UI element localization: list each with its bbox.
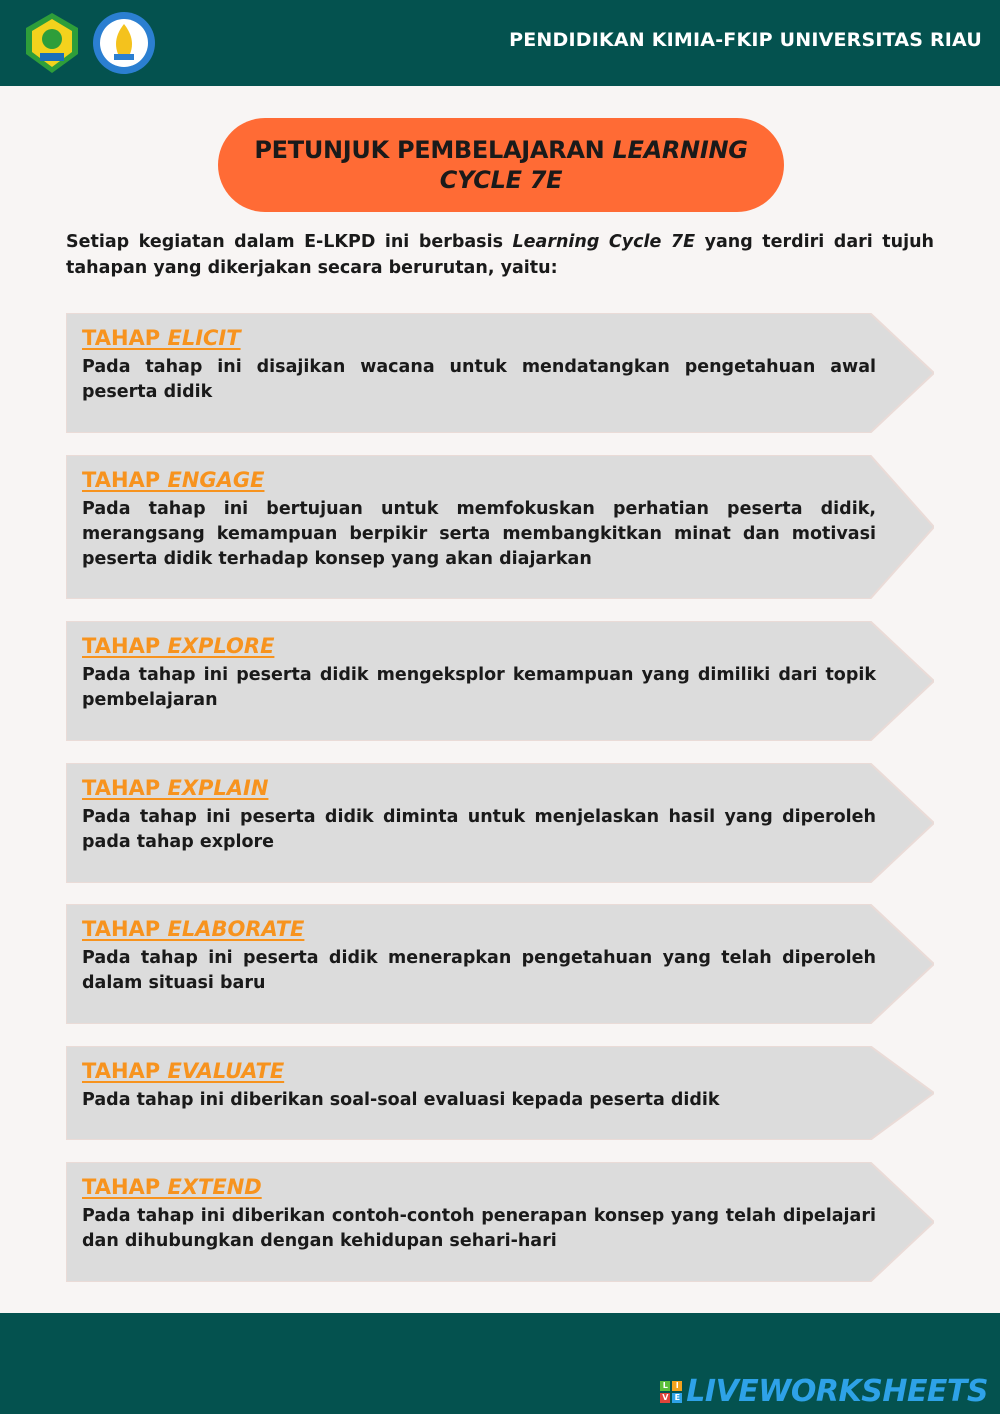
- liveworksheets-logo-icon: L I V E: [660, 1381, 682, 1403]
- stage-title: TAHAP ENGAGE: [82, 468, 265, 492]
- university-logo-icon: [20, 10, 84, 76]
- stage-engage: [66, 455, 934, 599]
- page-title-italic-1: LEARNING: [612, 136, 748, 164]
- page-header: [0, 0, 1000, 86]
- page-title-plain: PETUNJUK PEMBELAJARAN: [254, 136, 613, 164]
- intro-text-1: Setiap kegiatan dalam E-LKPD ini berbasis: [66, 232, 513, 252]
- stage-description: Pada tahap ini peserta didik menerapkan pengetahuan yang telah diperoleh dalam situasi baru: [82, 948, 876, 993]
- intro-paragraph: [66, 229, 934, 281]
- stage-title: TAHAP EXPLAIN: [82, 776, 269, 800]
- stage-elaborate: [66, 904, 934, 1024]
- stage-description: Pada tahap ini diberikan soal-soal evaluasi kepada peserta didik: [82, 1090, 720, 1110]
- stage-extend: [66, 1162, 934, 1282]
- stage-description: Pada tahap ini bertujuan untuk memfokuskan perhatian peserta didik, merangsang kemampuan berpikir serta membangkitkan minat dan motivasi peserta didik terhadap konsep yang akan diajarkan: [82, 499, 876, 569]
- stage-description: Pada tahap ini peserta didik diminta untuk menjelaskan hasil yang diperoleh pada tahap explore: [82, 807, 876, 852]
- stage-title: TAHAP EXTEND: [82, 1175, 262, 1199]
- intro-text-italic: Learning Cycle 7E: [512, 232, 696, 252]
- stage-title: TAHAP ELABORATE: [82, 917, 305, 941]
- liveworksheets-watermark: [660, 1374, 988, 1409]
- intro-text-2: yang terdiri dari tujuh tahapan yang dikerjakan secara berurutan, yaitu:: [66, 232, 935, 278]
- liveworksheets-text: LIVEWORKSHEETS: [686, 1374, 988, 1409]
- stage-elicit: [66, 313, 934, 433]
- stage-description: Pada tahap ini diberikan contoh-contoh penerapan konsep yang telah dipelajari dan dihubungkan dengan kehidupan sehari-hari: [82, 1206, 876, 1251]
- stage-description: Pada tahap ini disajikan wacana untuk mendatangkan pengetahuan awal peserta didik: [82, 357, 876, 402]
- stage-description: Pada tahap ini peserta didik mengeksplor kemampuan yang dimiliki dari topik pembelajaran: [82, 665, 876, 710]
- stage-title: TAHAP EVALUATE: [82, 1059, 285, 1083]
- stage-explore: [66, 621, 934, 741]
- stage-evaluate: [66, 1046, 934, 1140]
- page-title-italic-2: CYCLE 7E: [439, 166, 563, 194]
- stage-explain: [66, 763, 934, 883]
- page-title: [218, 118, 784, 212]
- stage-title: TAHAP EXPLORE: [82, 634, 275, 658]
- header-title: PENDIDIKAN KIMIA-FKIP UNIVERSITAS RIAU: [509, 29, 982, 51]
- tut-wuri-handayani-icon: [92, 10, 156, 76]
- stage-title: TAHAP ELICIT: [82, 326, 241, 350]
